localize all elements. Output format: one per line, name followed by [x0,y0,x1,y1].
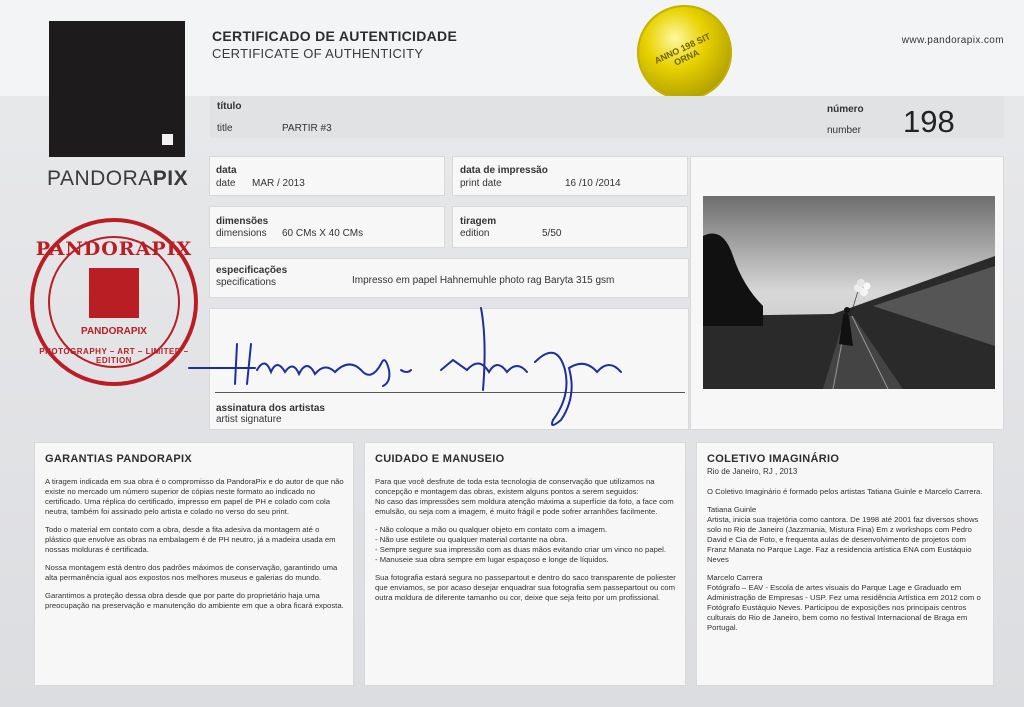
dimensions-label-en: dimensions [216,228,267,239]
brand-part1: PANDORA [47,167,153,190]
brand-part2: PIX [152,167,189,190]
artist-bio-1: Artista, inicia sua trajetória como cantora. De 1998 até 2001 faz diversos shows solo no Rio de Janeiro (Jazzmania, Mistura Fina) Em z workshops com Pedro David e Cia de Foto, e frequenta aulas de desenvolvimento de projetos com Franz Manata no Parque Lage. Faz a residencia artística ENA com Eustáquio Neves [707,515,979,564]
print-date-label-pt: data de impressão [460,165,548,176]
artist-name-1: Tatiana Guinle [707,505,757,514]
specifications-label-en: specifications [216,277,277,288]
collective-column [696,442,994,686]
title-label-en: title [217,123,233,134]
artwork-photo [703,196,995,389]
print-date-value: 16 /10 /2014 [565,178,621,189]
specifications-value: Impresso em papel Hahnemuhle photo rag Baryta 315 gsm [352,275,615,286]
care-bullet-3: - Sempre segure sua impressão com as duas mãos evitando criar um vinco no papel. [375,545,666,554]
dimensions-label-pt: dimensões [216,216,269,227]
pandorapix-stamp [30,218,198,386]
collective-title: COLETIVO IMAGINÁRIO [707,453,840,465]
artist-bio-2: Fotógrafo – EAV - Escola de artes visuais do Parque Lage e Graduado em Administração de Empresas - USP. Fez uma residência Artística em 2012 com o Fotógrafo Eustáquio Neves. Participou de exposições nos principais centros culturais do Rio de Janeiro, bem como no festival Internacional de Braga em Portugal. [707,583,981,632]
care-bullet-2: - Não use estilete ou qualquer material cortante na obra. [375,535,568,544]
stamp-logo-square [89,268,139,318]
guarantees-p1: A tiragem indicada em sua obra é o compromisso da PandoraPix e do autor de que não existe no mercado um número superior de cópias neste formato ao indicado no certificado. Uma réplica do certificado, impresso em papel de PH e colado com cola neutra, também foi assinado pelo artista e colado no verso do seu print. [45,477,344,516]
edition-value: 5/50 [542,228,562,239]
number-label-en: number [827,125,861,136]
dimensions-box [209,206,445,248]
care-body [375,477,677,611]
collective-body [707,487,985,641]
logo-dot [162,134,173,145]
date-box [209,156,445,196]
date-label-en: date [216,178,236,189]
date-value: MAR / 2013 [252,178,305,189]
website-link[interactable]: www.pandorapix.com [901,35,1004,46]
collective-subtitle: Rio de Janeiro, RJ , 2013 [707,467,798,476]
guarantees-p3: Nossa montagem está dentro dos padrões máximos de conservação, garantindo uma alta permanência igual aos expostos nos melhores museus e galerias do mundo. [45,563,338,582]
care-bullet-1: - Não coloque a mão ou qualquer objeto em contato com a imagem. [375,525,608,534]
print-date-box [452,156,688,196]
collective-intro: O Coletivo Imaginário é formado pelos artistas Tatiana Guinle e Marcelo Carrera. [707,487,983,496]
guarantees-p4: Garantimos a proteção dessa obra desde que por parte do proprietário haja uma preocupação na preservação e manutenção do ambiente em que a obra ficará exposta. [45,591,344,610]
number-label-pt: número [827,104,864,115]
certificate-title-en: CERTIFICATE OF AUTHENTICITY [212,46,424,61]
dimensions-value: 60 CMs X 40 CMs [282,228,364,239]
print-date-label-en: print date [460,178,502,189]
edition-label-pt: tiragem [460,216,497,227]
guarantees-column [34,442,354,686]
hologram-text: ANNO 198 SIT ORNA [652,31,712,68]
guarantees-title: GARANTIAS PANDORAPIX [45,453,192,465]
care-bullet-4: - Manuseie sua obra sempre em lugar espaçoso e longe de líquidos. [375,555,609,564]
hologram-seal [637,5,732,100]
date-label-pt: data [216,165,237,176]
signature-label-pt: assinatura dos artistas [216,403,325,414]
edition-number: 198 [903,104,955,139]
certificate-title-pt: CERTIFICADO DE AUTENTICIDADE [212,28,458,44]
care-title: CUIDADO E MANUSEIO [375,453,505,465]
logo-mark [49,21,185,157]
signature-label-en: artist signature [216,414,282,425]
title-label-pt: título [217,101,242,112]
edition-box [452,206,688,248]
stamp-top-text: PANDORAPIX [35,238,193,260]
specifications-label-pt: especificações [216,265,288,276]
artist-signatures [185,300,645,435]
stamp-middle-text: PANDORAPIX [81,326,147,337]
care-column [364,442,686,686]
care-p1: Para que você desfrute de toda esta tecnologia de conservação que utilizamos na concepção e montagem das obras, existem alguns pontos a serem seguidos: [375,477,655,496]
brand-wordmark [47,167,188,191]
title-value: PARTIR #3 [282,123,332,134]
guarantees-body [45,477,345,619]
guarantees-p2: Todo o material em contato com a obra, desde a fita adesiva da montagem até o plástico que envolve as obras na embalagem é de PH neutro, já a madeira usada em nossas molduras é certificada. [45,525,336,554]
edition-label-en: edition [460,228,490,239]
artwork-illustration [703,196,995,389]
stamp-bottom-text: PHOTOGRAPHY – ART – LIMITED – EDITION [39,347,189,365]
care-p2: No caso das impressões sem moldura atenção máxima a superfície da foto, a face com emulsão, ou seja com a imagem, é muito frágil e pode sofrer arranhões facilmente. [375,497,674,516]
care-p3: Sua fotografia estará segura no passepartout e dentro do saco transparente de poliester que enviamos, se por acaso desejar enquadrar sua fotografia sem passepartout ou com outra moldura de diferente tamanho ou cor, deixe que seja feito por um profissional. [375,573,676,602]
artist-name-2: Marcelo Carrera [707,573,763,582]
